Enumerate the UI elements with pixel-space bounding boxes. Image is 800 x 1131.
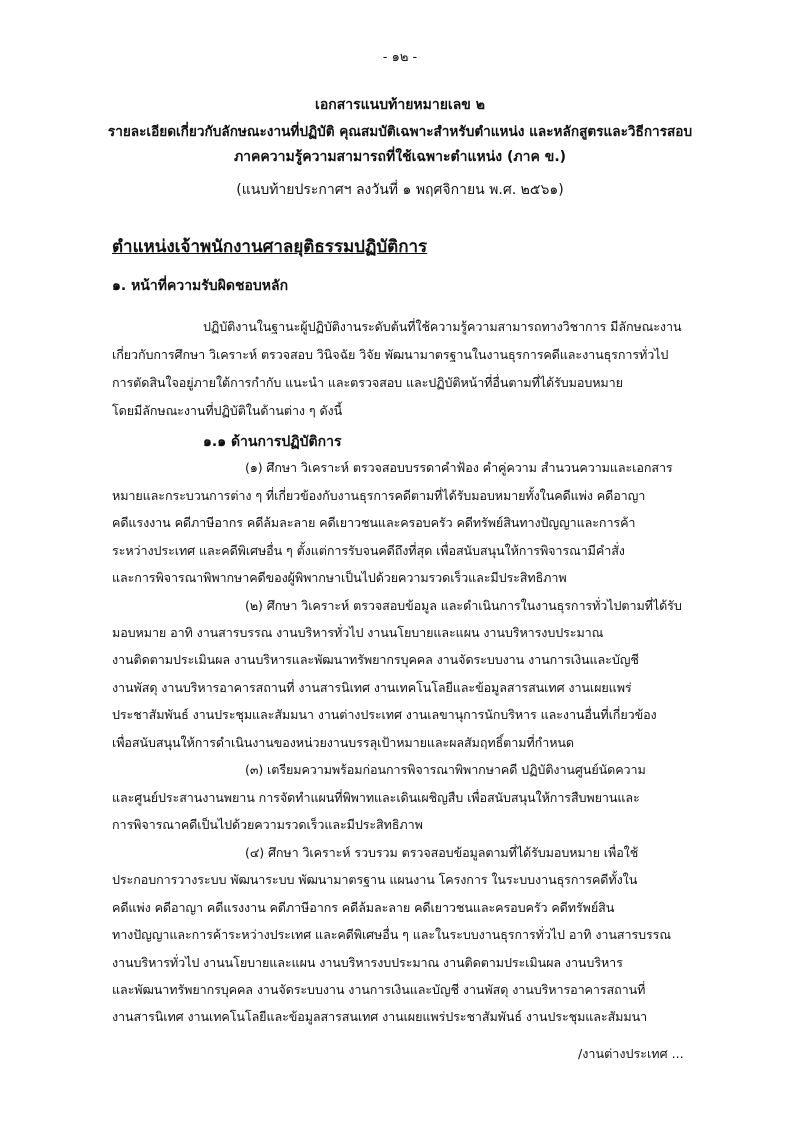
item-1-line: คดีแรงงาน คดีภาษีอากร คดีล้มละลาย คดีเยาวชนและครอบครัว คดีทรัพย์สินทางปัญญาและการค้า	[112, 515, 636, 530]
item-2-line: ประชาสัมพันธ์ งานประชุมและสัมมนา งานต่างประเทศ งานเลขานุการนักบริหาร และงานอื่นที่เกี่ยวข้อง	[112, 707, 657, 722]
annex-note: (แนบท้ายประกาศฯ ลงวันที่ ๑ พฤศจิกายน พ.ศ. ๒๕๖๑)	[236, 182, 564, 198]
item-4-line: งานสารนิเทศ งานเทคโนโลยีและข้อมูลสารสนเทศ งานเผยแพร่ประชาสัมพันธ์ งานประชุมและสัมมนา	[112, 1009, 648, 1024]
annex-title: เอกสารแนบท้ายหมายเลข ๒	[315, 97, 485, 113]
item-3-line: และศูนย์ประสานงานพยาน การจัดทำแผนที่พิพาทและเดินเผชิญสืบ เพื่อสนับสนุนให้การสืบพยานและ	[112, 790, 640, 805]
item-2-line: งานติดตามประเมินผล งานบริหารและพัฒนาทรัพยากรบุคคล งานจัดระบบงาน งานการเงินและบัญชี	[112, 652, 639, 667]
item-1-line: หมายและกระบวนการต่าง ๆ ที่เกี่ยวข้องกับงานธุรการคดีตามที่ได้รับมอบหมายทั้งในคดีแพ่ง คดีอาญา	[112, 488, 646, 503]
annex-subtitle-1: รายละเอียดเกี่ยวกับลักษณะงานที่ปฏิบัติ คุณสมบัติเฉพาะสำหรับตำแหน่ง และหลักสูตรและวิธีการสอบ	[107, 124, 693, 140]
item-4-line: ประกอบการวางระบบ พัฒนาระบบ พัฒนามาตรฐาน แผนงาน โครงการ ในระบบงานธุรการคดีทั้งใน	[112, 872, 638, 887]
item-4-line: และพัฒนาทรัพยากรบุคคล งานจัดระบบงาน งานการเงินและบัญชี งานพัสดุ งานบริหารอาคารสถานที่	[112, 982, 646, 997]
position-title: ตำแหน่งเจ้าพนักงานศาลยุติธรรมปฏิบัติการ	[112, 237, 428, 257]
item-3-line: การพิจารณาคดีเป็นไปด้วยความรวดเร็วและมีประสิทธิภาพ	[112, 817, 423, 832]
page-number: - ๑๒ -	[382, 50, 418, 65]
paragraph-line: การตัดสินใจอยู่ภายใต้การกำกับ แนะนำ และตรวจสอบ และปฏิบัติหน้าที่อื่นตามที่ได้รับมอบหมาย	[112, 375, 623, 390]
annex-subtitle-2: ภาคความรู้ความสามารถที่ใช้เฉพาะตำแหน่ง (ภาค ข.)	[233, 149, 567, 165]
item-2-line: งานพัสดุ งานบริหารอาคารสถานที่ งานสารนิเทศ งานเทคโนโลยีและข้อมูลสารสนเทศ งานเผยแพร่	[112, 680, 632, 695]
paragraph-line: เกี่ยวกับการศึกษา วิเคราะห์ ตรวจสอบ วินิจฉัย วิจัย พัฒนามาตรฐานในงานธุรการคดีและงานธุรการทั่วไป	[112, 347, 669, 362]
item-1-line: และการพิจารณาพิพากษาคดีของผู้พิพากษาเป็นไปด้วยความรวดเร็วและมีประสิทธิภาพ	[112, 570, 567, 585]
item-2-line: (๒) ศึกษา วิเคราะห์ ตรวจสอบข้อมูล และดำเนินการในงานธุรการทั่วไปตามที่ได้รับ	[245, 598, 682, 613]
subsection-heading: ๑.๑ ด้านการปฏิบัติการ	[203, 434, 342, 450]
item-3-line: (๓) เตรียมความพร้อมก่อนการพิจารณาพิพากษาคดี ปฏิบัติงานศูนย์นัดความ	[245, 762, 646, 777]
item-4-line: งานบริหารทั่วไป งานนโยบายและแผน งานบริหารงบประมาณ งานติดตามประเมินผล งานบริหาร	[112, 955, 623, 970]
section-heading: ๑. หน้าที่ความรับผิดชอบหลัก	[112, 278, 289, 294]
item-4-line: คดีแพ่ง คดีอาญา คดีแรงงาน คดีภาษีอากร คดีล้มละลาย คดีเยาวชนและครอบครัว คดีทรัพย์สิน	[112, 900, 615, 915]
item-1-line: (๑) ศึกษา วิเคราะห์ ตรวจสอบบรรดาคำฟ้อง คำคู่ความ สำนวนความและเอกสาร	[245, 460, 673, 475]
paragraph-line: โดยมีลักษณะงานที่ปฏิบัติในด้านต่าง ๆ ดังนี้	[112, 403, 343, 418]
item-4-line: ทางปัญญาและการค้าระหว่างประเทศ และคดีพิเศษอื่น ๆ และในระบบงานธุรการทั่วไป อาทิ งานสารบรรณ	[112, 927, 671, 942]
item-2-line: มอบหมาย อาทิ งานสารบรรณ งานบริหารทั่วไป งานนโยบายและแผน งานบริหารงบประมาณ	[112, 625, 604, 640]
item-4-line: (๔) ศึกษา วิเคราะห์ รวบรวม ตรวจสอบข้อมูลตามที่ได้รับมอบหมาย เพื่อใช้	[245, 845, 639, 860]
continuation-marker: /งานต่างประเทศ ...	[578, 1046, 684, 1061]
paragraph-line: ปฏิบัติงานในฐานะผู้ปฏิบัติงานระดับต้นที่ใช้ความรู้ความสามารถทางวิชาการ มีลักษณะงาน	[203, 319, 682, 334]
item-1-line: ระหว่างประเทศ และคดีพิเศษอื่น ๆ ตั้งแต่การรับจนคดีถึงที่สุด เพื่อสนับสนุนให้การพิจารณามีคำสั่ง	[112, 543, 625, 558]
item-2-line: เพื่อสนับสนุนให้การดำเนินงานของหน่วยงานบรรลุเป้าหมายและผลสัมฤทธิ์ตามที่กำหนด	[112, 735, 574, 750]
